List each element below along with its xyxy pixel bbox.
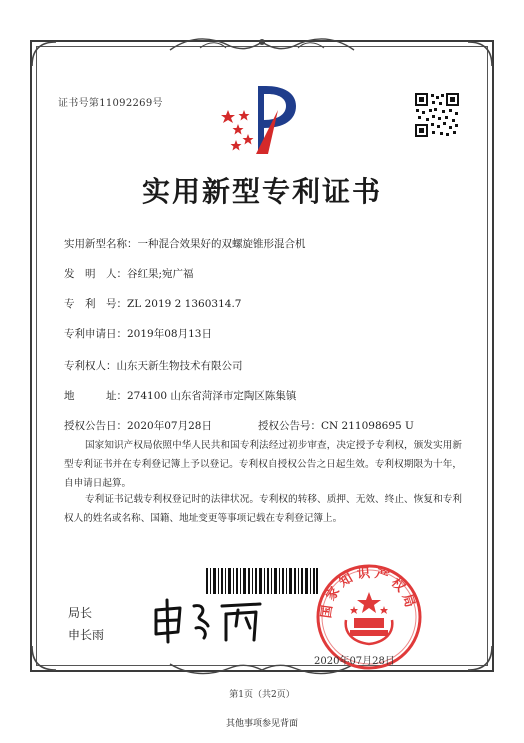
cnipa-logo-icon: [218, 80, 300, 160]
certificate-number: 证书号第11092269号: [58, 98, 163, 109]
field-filing-date-value: 2019年08月13日: [127, 328, 212, 340]
page-number: 第1页（共2页）: [229, 690, 295, 700]
field-patentee-value: 山东天新生物技术有限公司: [116, 360, 243, 372]
field-grant-number-value: CN 211098695 U: [321, 420, 414, 432]
field-patent-number-value: ZL 2019 2 1360314.7: [127, 298, 242, 310]
corner-ornament-icon: [30, 644, 58, 672]
field-inventor: [64, 266, 194, 281]
certificate-title: 实用新型专利证书: [141, 175, 382, 208]
field-address-label: 地 址：: [64, 390, 127, 402]
svg-text:国家知识产权局: [318, 565, 418, 619]
field-patent-number: [64, 296, 241, 311]
qr-code-icon: [414, 92, 460, 138]
top-ornament-icon: [160, 34, 364, 56]
seal-date: 2020年07月28日: [314, 656, 395, 667]
field-inventor-label: 发 明 人：: [64, 268, 127, 280]
field-patentee-label: 专利权人：: [64, 360, 117, 372]
signatory-name: 申长雨: [68, 628, 105, 642]
field-address: [64, 388, 296, 403]
field-grant-number-label: 授权公告号：: [258, 420, 321, 432]
field-filing-date: [64, 326, 212, 341]
barcode-icon: [206, 568, 318, 594]
corner-ornament-icon: [466, 40, 494, 68]
corner-ornament-icon: [30, 40, 58, 68]
field-patent-number-label: 专 利 号：: [64, 298, 127, 310]
body-paragraph-2: 专利证书记载专利权登记时的法律状况。专利权的转移、质押、无效、终止、恢复和专利权人的姓名或名称、国籍、地址变更等事项记载在专利登记簿上。: [64, 494, 462, 524]
field-grant-number: [258, 418, 414, 433]
signatory-title: 局长: [68, 606, 93, 620]
footer-note: 其他事项参见背面: [225, 719, 298, 729]
field-grant-date: [64, 418, 212, 433]
seal-text: 国家知识产权局: [319, 565, 419, 620]
field-grant-date-label: 授权公告日：: [64, 420, 127, 432]
field-patentee: [64, 358, 243, 373]
field-filing-date-label: 专利申请日：: [64, 328, 127, 340]
corner-ornament-icon: [466, 644, 494, 672]
field-inventor-value: 谷红果;宛广福: [127, 268, 194, 280]
body-paragraph-1: 国家知识产权局依照中华人民共和国专利法经过初步审查，决定授予专利权，颁发实用新型专利证书并在专利登记簿上予以登记。专利权自授权公告之日起生效。专利权期限为十年，自申请日起算。: [64, 440, 462, 489]
field-name: [64, 236, 306, 251]
field-address-value: 274100 山东省菏泽市定陶区陈集镇: [127, 390, 297, 402]
field-name-label: 实用新型名称：: [64, 238, 138, 250]
handwritten-signature-icon: [150, 596, 270, 644]
field-grant-date-value: 2020年07月28日: [127, 420, 212, 432]
field-name-value: 一种混合效果好的双螺旋锥形混合机: [137, 238, 306, 250]
